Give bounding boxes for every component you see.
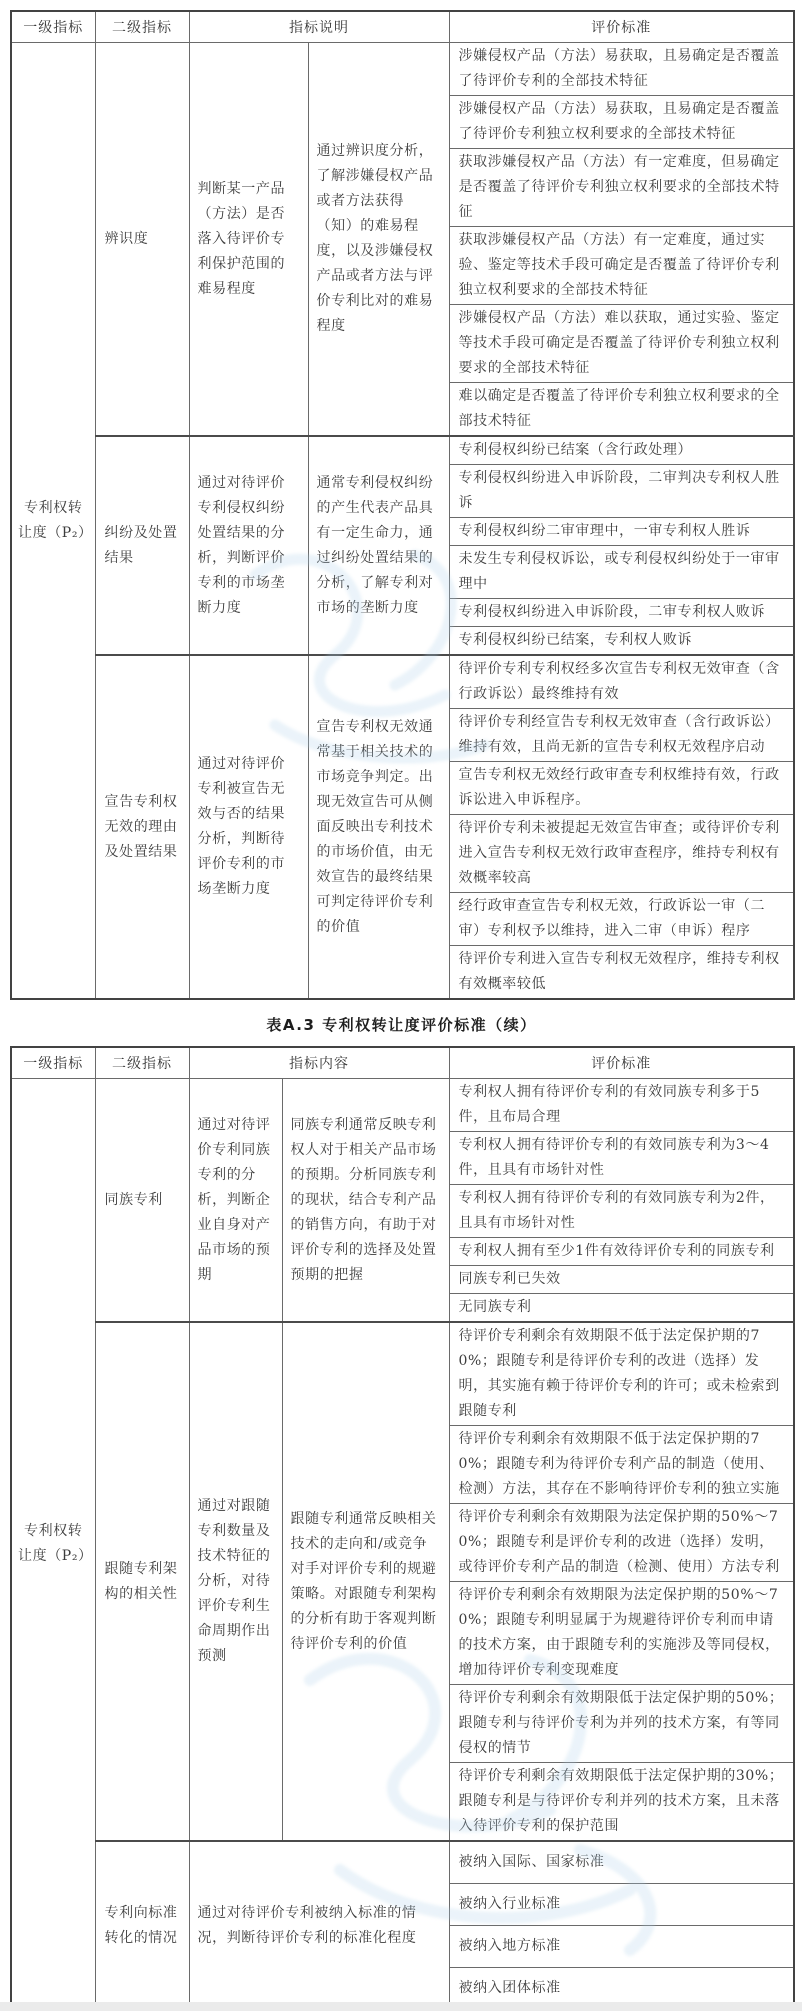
cell-level2-indicator: 宣告专利权无效的理由及处置结果 xyxy=(95,655,189,999)
cell-explanation: 跟随专利通常反映相关技术的走向和/或竞争对手对评价专利的规避策略。对跟随专利架构的分析有助于客观判断待评价专利的价值 xyxy=(282,1322,449,1841)
column-header: 评价标准 xyxy=(449,1047,794,1079)
header-row xyxy=(11,1047,794,1079)
column-header: 一级指标 xyxy=(11,11,95,43)
cell-level2-indicator: 辨识度 xyxy=(95,43,189,437)
page-bottom-strip xyxy=(0,2002,802,2011)
cell-explanation: 通常专利侵权纠纷的产生代表产品具有一定生命力，通过纠纷处置结果的分析，了解专利对市场的垄断力度 xyxy=(308,436,449,655)
cell-standard: 待评价专利剩余有效期限不低于法定保护期的70%；跟随专利为待评价专利产品的制造（使用、检测）方法，其存在不影响待评价专利的独立实施 xyxy=(449,1426,794,1504)
cell-standard: 无同族专利 xyxy=(449,1294,794,1323)
cell-standard: 难以确定是否覆盖了待评价专利独立权利要求的全部技术特征 xyxy=(449,383,794,437)
cell-description: 判断某一产品（方法）是否落入待评价专利保护范围的难易程度 xyxy=(189,43,308,437)
cell-standard: 未发生专利侵权诉讼，或专利侵权纠纷处于一审审理中 xyxy=(449,546,794,599)
cell-description: 通过对待评价专利被纳入标准的情况，判断待评价专利的标准化程度 xyxy=(189,1841,449,2010)
cell-explanation: 同族专利通常反映专利权人对于相关产品市场的预期。分析同族专利的现状，结合专利产品的销售方向，有助于对评价专利的选择及处置预期的把握 xyxy=(282,1079,449,1323)
cell-level2-indicator: 同族专利 xyxy=(95,1079,189,1323)
cell-standard: 同族专利已失效 xyxy=(449,1266,794,1294)
patent-transfer-table-continued xyxy=(10,1046,795,2011)
cell-standard: 待评价专利剩余有效期限为法定保护期的50%～70%；跟随专利明显属于为规避待评价专利而申请的技术方案，由于跟随专利的实施涉及等同侵权，增加待评价专利变现难度 xyxy=(449,1582,794,1685)
cell-standard: 待评价专利剩余有效期限为法定保护期的50%～70%；跟随专利是评价专利的改进（选择）发明，或待评价专利产品的制造（检测、使用）方法专利 xyxy=(449,1504,794,1582)
cell-standard: 经行政审查宣告专利权无效，行政诉讼一审（二审）专利权予以维持，进入二审（申诉）程序 xyxy=(449,893,794,946)
table-row xyxy=(11,1322,794,1426)
cell-standard: 待评价专利剩余有效期限不低于法定保护期的70%；跟随专利是待评价专利的改进（选择）发明，其实施有赖于待评价专利的许可；或未检索到跟随专利 xyxy=(449,1322,794,1426)
table-row xyxy=(11,1841,794,1884)
cell-description: 通过对待评价专利同族专利的分析，判断企业自身对产品市场的预期 xyxy=(189,1079,282,1323)
cell-level2-indicator: 专利向标准转化的情况 xyxy=(95,1841,189,2010)
cell-standard: 涉嫌侵权产品（方法）易获取，且易确定是否覆盖了待评价专利的全部技术特征 xyxy=(449,43,794,96)
cell-level2-indicator: 纠纷及处置结果 xyxy=(95,436,189,655)
column-header: 二级指标 xyxy=(95,1047,189,1079)
column-header: 一级指标 xyxy=(11,1047,95,1079)
column-header: 二级指标 xyxy=(95,11,189,43)
column-header: 指标内容 xyxy=(189,1047,449,1079)
table-caption: 表A.3 专利权转让度评价标准（续） xyxy=(266,1016,537,1034)
cell-standard: 被纳入团体标准 xyxy=(449,1968,794,2011)
cell-explanation: 宣告专利权无效通常基于相关技术的市场竞争判定。出现无效宣告可从侧面反映出专利技术的市场价值，由无效宣告的最终结果可判定待评价专利的价值 xyxy=(308,655,449,999)
cell-standard: 被纳入行业标准 xyxy=(449,1884,794,1926)
cell-standard: 专利权人拥有至少1件有效待评价专利的同族专利 xyxy=(449,1238,794,1266)
cell-level2-indicator: 跟随专利架构的相关性 xyxy=(95,1322,189,1841)
cell-standard: 待评价专利专利权经多次宣告专利权无效审查（含行政诉讼）最终维持有效 xyxy=(449,655,794,709)
cell-standard: 涉嫌侵权产品（方法）易获取，且易确定是否覆盖了待评价专利独立权利要求的全部技术特征 xyxy=(449,96,794,149)
cell-standard: 专利侵权纠纷二审审理中，一审专利权人胜诉 xyxy=(449,518,794,546)
cell-level1-indicator: 专利权转让度（P₂） xyxy=(11,1079,95,2011)
cell-standard: 被纳入国际、国家标准 xyxy=(449,1841,794,1884)
column-header: 评价标准 xyxy=(449,11,794,43)
cell-standard: 专利侵权纠纷进入申诉阶段，二审专利权人败诉 xyxy=(449,599,794,627)
table-row xyxy=(11,1079,794,1132)
cell-standard: 待评价专利剩余有效期限低于法定保护期的50%；跟随专利与待评价专利为并列的技术方案，有等同侵权的情节 xyxy=(449,1685,794,1763)
cell-description: 通过对待评价专利被宣告无效与否的结果分析，判断待评价专利的市场垄断力度 xyxy=(189,655,308,999)
cell-standard: 涉嫌侵权产品（方法）难以获取，通过实验、鉴定等技术手段可确定是否覆盖了待评价专利独立权利要求的全部技术特征 xyxy=(449,305,794,383)
cell-standard: 获取涉嫌侵权产品（方法）有一定难度，通过实验、鉴定等技术手段可确定是否覆盖了待评价专利独立权利要求的全部技术特征 xyxy=(449,227,794,305)
cell-standard: 专利权人拥有待评价专利的有效同族专利为2件，且具有市场针对性 xyxy=(449,1185,794,1238)
cell-level1-indicator: 专利权转让度（P₂） xyxy=(11,43,95,1000)
cell-standard: 待评价专利经宣告专利权无效审查（含行政诉讼）维持有效，且尚无新的宣告专利权无效程序启动 xyxy=(449,709,794,762)
cell-explanation: 通过辨识度分析，了解涉嫌侵权产品或者方法获得（知）的难易程度，以及涉嫌侵权产品或者方法与评价专利比对的难易程度 xyxy=(308,43,449,437)
cell-standard: 宣告专利权无效经行政审查专利权维持有效，行政诉讼进入申诉程序。 xyxy=(449,762,794,815)
cell-standard: 专利侵权纠纷进入申诉阶段，二审判决专利权人胜诉 xyxy=(449,465,794,518)
cell-standard: 获取涉嫌侵权产品（方法）有一定难度，但易确定是否覆盖了待评价专利独立权利要求的全部技术特征 xyxy=(449,149,794,227)
cell-standard: 被纳入地方标准 xyxy=(449,1926,794,1968)
table-row xyxy=(11,655,794,709)
cell-standard: 专利侵权纠纷已结案，专利权人败诉 xyxy=(449,627,794,656)
cell-standard: 待评价专利进入宣告专利权无效程序，维持专利权有效概率较低 xyxy=(449,946,794,1000)
table-row xyxy=(11,43,794,96)
cell-standard: 专利权人拥有待评价专利的有效同族专利为3～4件，且具有市场针对性 xyxy=(449,1132,794,1185)
cell-description: 通过对跟随专利数量及技术特征的分析，对待评价专利生命周期作出预测 xyxy=(189,1322,282,1841)
cell-standard: 专利权人拥有待评价专利的有效同族专利多于5件，且布局合理 xyxy=(449,1079,794,1132)
cell-standard: 专利侵权纠纷已结案（含行政处理） xyxy=(449,436,794,465)
cell-description: 通过对待评价专利侵权纠纷处置结果的分析，判断评价专利的市场垄断力度 xyxy=(189,436,308,655)
cell-standard: 待评价专利剩余有效期限低于法定保护期的30%；跟随专利是与待评价专利并列的技术方案，且未落入待评价专利的保护范围 xyxy=(449,1763,794,1842)
cell-standard: 待评价专利未被提起无效宣告审查；或待评价专利进入宣告专利权无效行政审查程序，维持专利权有效概率较高 xyxy=(449,815,794,893)
table-row xyxy=(11,436,794,465)
header-row xyxy=(11,11,794,43)
column-header: 指标说明 xyxy=(189,11,449,43)
patent-transfer-table-top xyxy=(10,10,795,1000)
